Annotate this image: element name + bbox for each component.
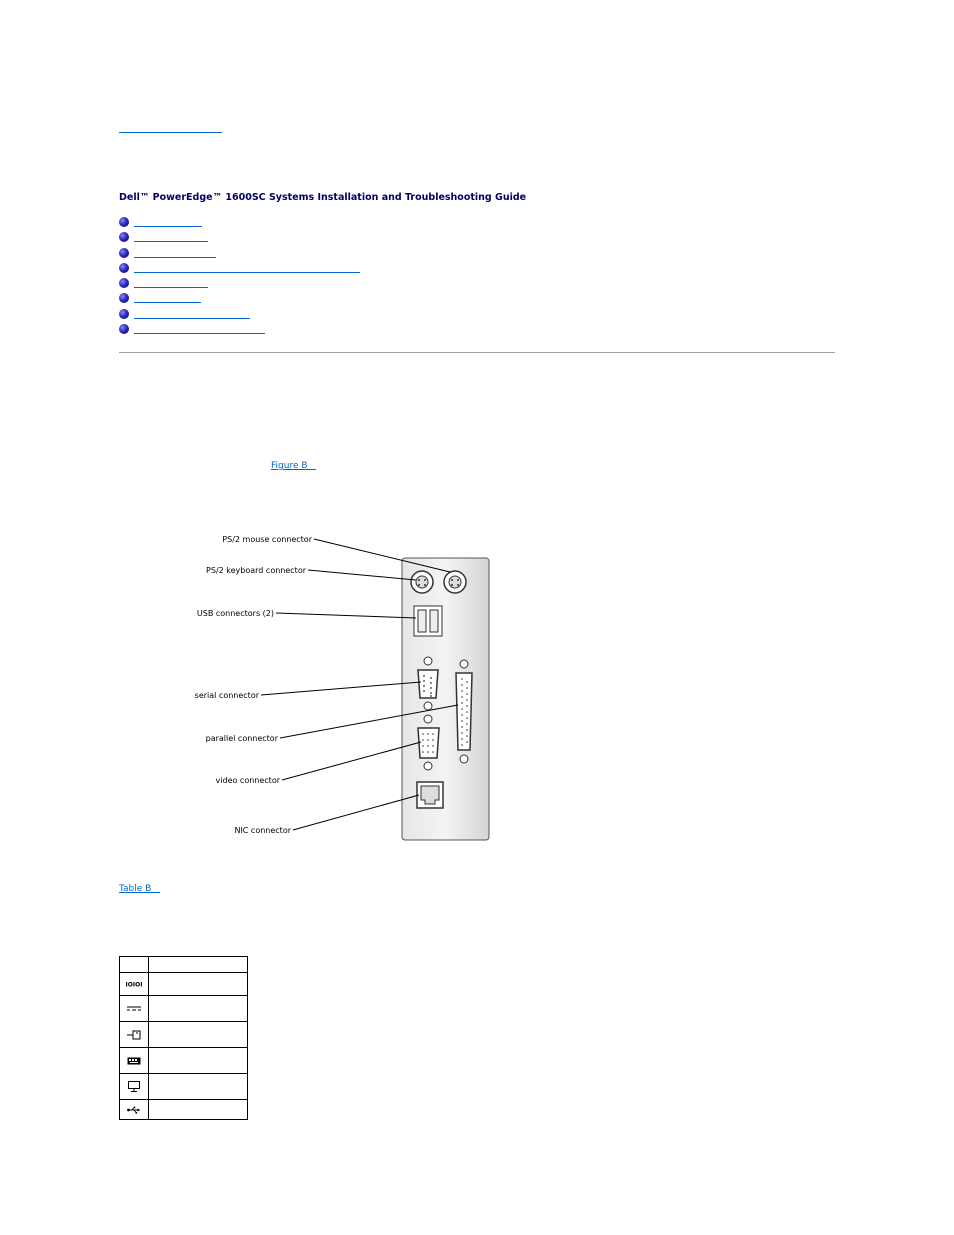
toc-link[interactable]: [134, 226, 202, 227]
table-row: [120, 973, 248, 996]
toc-link[interactable]: [134, 241, 208, 242]
toc-link[interactable]: [134, 272, 360, 273]
bullet-icon: [119, 309, 129, 319]
guide-title: Dell™ PowerEdge™ 1600SC Systems Installation and Troubleshooting Guide: [119, 192, 527, 203]
parallel-port-icon: [120, 996, 149, 1022]
bullet-icon: [119, 248, 129, 258]
bullet-icon: [119, 293, 129, 303]
row-description: [149, 973, 248, 996]
figure-b-link[interactable]: Figure B: [271, 461, 317, 471]
bullet-icon: [119, 324, 129, 334]
serial-connector-label: serial connector: [194, 691, 259, 700]
toc-link[interactable]: [134, 287, 208, 288]
toc-link[interactable]: [134, 257, 216, 258]
serial-port-icon: [120, 973, 149, 996]
nic-connector-label: NIC connector: [234, 826, 291, 835]
bullet-icon: [119, 278, 129, 288]
table-row: [120, 1100, 248, 1120]
mouse-icon: [120, 1022, 149, 1048]
ps2-keyboard-port: [411, 571, 433, 593]
table-row: [120, 1048, 248, 1074]
keyboard-icon: [120, 1048, 149, 1074]
table-header-row: [120, 957, 248, 973]
parallel-port: [456, 660, 472, 763]
table-row: [120, 1074, 248, 1100]
row-description: [149, 1022, 248, 1048]
keyboard-connector-label: PS/2 keyboard connector: [206, 566, 306, 575]
mouse-connector-label: PS/2 mouse connector: [222, 535, 312, 544]
back-panel: [402, 558, 489, 840]
back-panel-icons-table: [119, 956, 248, 1120]
bullet-icon: [119, 217, 129, 227]
row-description: [149, 1048, 248, 1074]
row-description: [149, 1100, 248, 1120]
video-connector-label: video connector: [215, 776, 280, 785]
header-name-cell: [149, 957, 248, 973]
table-b-link[interactable]: Table B: [119, 884, 160, 894]
toc-link[interactable]: [134, 333, 265, 334]
header-icon-cell: [120, 957, 149, 973]
usb-icon: [120, 1100, 149, 1120]
back-panel-figure: [190, 520, 500, 850]
row-description: [149, 1074, 248, 1100]
bullet-icon: [119, 232, 129, 242]
table-row: [120, 996, 248, 1022]
parallel-connector-label: parallel connector: [205, 734, 278, 743]
bullet-icon: [119, 263, 129, 273]
svg-text:IOIOI: IOIOI: [125, 981, 143, 988]
usb-ports: [414, 606, 442, 636]
top-link[interactable]: [119, 124, 222, 133]
row-description: [149, 996, 248, 1022]
section-divider: [119, 352, 835, 353]
nic-port: [417, 782, 443, 808]
toc-link[interactable]: [134, 318, 250, 319]
monitor-icon: [120, 1074, 149, 1100]
usb-connectors-label: USB connectors (2): [196, 609, 274, 618]
toc-link[interactable]: [134, 302, 201, 303]
table-row: [120, 1022, 248, 1048]
ps2-mouse-port: [444, 571, 466, 593]
